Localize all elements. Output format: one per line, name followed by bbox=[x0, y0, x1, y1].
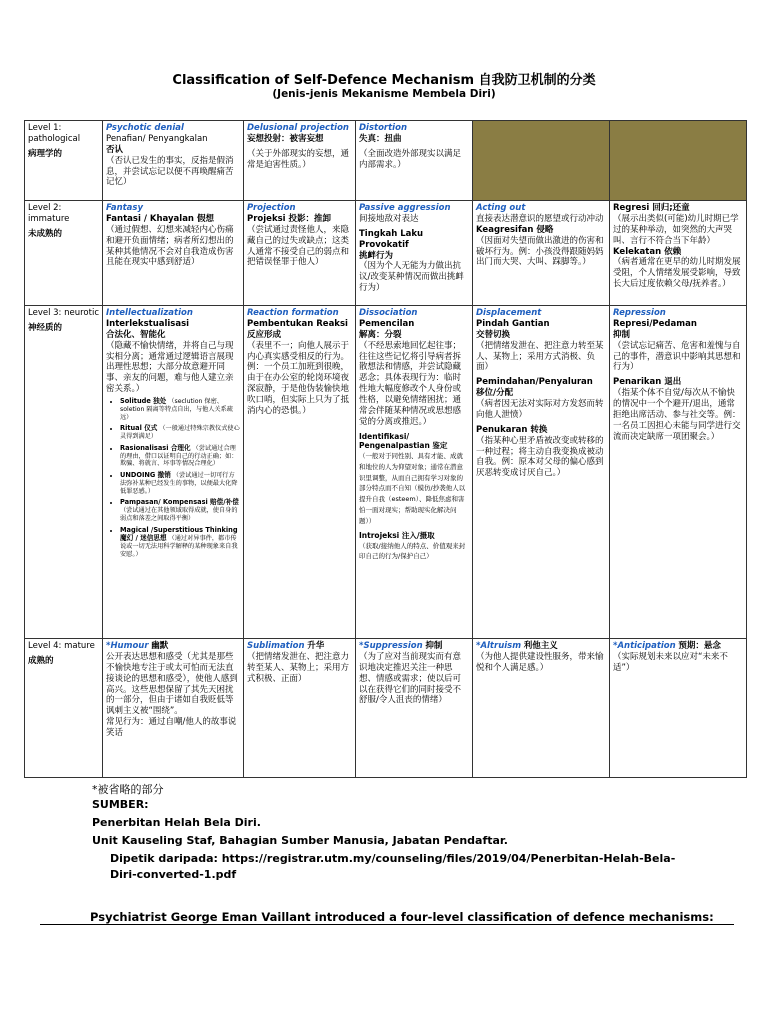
mechanism-desc: （为了应对当前现实而有意识地决定推迟关注一种思想、情感或需求；使以后可以在获得它们的同时接受不舒服/令人沮丧的情绪） bbox=[359, 651, 462, 706]
mechanism-cn: 挑衅行为 bbox=[359, 250, 394, 261]
level-cell bbox=[25, 121, 103, 201]
mechanism-sub: Pemencilan bbox=[359, 318, 415, 329]
mechanism-desc: （一般对于同性别、具有才能、成就和地位的人为仰望对象；通常在潜意识里调整，从而自己拥有学习对象的部分特点而不自知（模仿/抄袭他人以提升自我（esteem）、降低焦虑和害怕一面对现实；帮助现实化解决问题）） bbox=[359, 451, 466, 526]
mechanism-desc: （全面改造外部现实以满足内部需求。） bbox=[359, 148, 462, 170]
mechanism-cn: 解离：分裂 bbox=[359, 329, 402, 340]
cell-displacement bbox=[473, 306, 610, 639]
level-cn: 病理学的 bbox=[28, 148, 63, 159]
sub-mechanism-list bbox=[106, 397, 240, 559]
mechanism-sub: Pemindahan/Penyaluran bbox=[476, 377, 593, 388]
mechanism-desc: （指某个体不自觉/每次从不愉快的情况中一个个避开/退出，通常拒绝出席活动、参与社交等。例：一名员工因担心未能与同学进行交流而决定缺席一项团聚会。） bbox=[613, 388, 741, 442]
mechanism-desc: （否认已发生的事实，反指是假消息，并尝试忘记以便不再唤醒痛苦记忆） bbox=[106, 155, 234, 188]
mechanism-heading: Reaction formation bbox=[247, 308, 339, 318]
cell-psychotic-denial bbox=[103, 121, 244, 201]
mechanism-desc: （不经思索地回忆起往事；往往这些记忆将引导病者拆散想法和情感，并尝试隐藏恶念；具体表现行为：临时性地大幅度修改个人身份或性格，以避免情绪困扰；通常会伴随某种情况或思想感觉的分离或推迟。） bbox=[359, 340, 462, 427]
mechanism-heading: Psychotic denial bbox=[106, 123, 184, 133]
mechanism-sub: Regresi 回归;还童 bbox=[613, 203, 690, 213]
mechanism-heading: Repression bbox=[613, 308, 666, 318]
table-row-level-2 bbox=[25, 201, 747, 306]
table-row-level-3 bbox=[25, 306, 747, 639]
table-row-level-4 bbox=[25, 639, 747, 778]
divider bbox=[40, 924, 734, 925]
mechanism-sub: Pindah Gantian bbox=[476, 318, 550, 329]
mechanism-heading: Passive aggression bbox=[359, 203, 451, 213]
cell-intellectualization bbox=[103, 306, 244, 639]
list-item: • Rasionalisasi 合理化 （尝试通过合理的理由，借口以证明自己的行动正确；如：欺骗、将就言、坏事等情况合理化） bbox=[120, 444, 240, 468]
mechanism-sub: Represi/Pedaman bbox=[613, 318, 697, 329]
mechanism-sub: Identifikasi/ Pengenalpastian 鉴定 bbox=[359, 431, 448, 451]
mechanism-cn: 抑制 bbox=[613, 329, 631, 340]
level-label: Level 2: immature bbox=[28, 203, 70, 224]
cell-delusional-projection bbox=[244, 121, 356, 201]
page-title: Classification of Self-Defence Mechanism 自我防卫机制的分类 bbox=[172, 73, 596, 88]
mechanism-desc: （展示出类似(可能)幼儿时期已学过的某种举动，如突然的大声哭叫、言行不符合当下年龄） bbox=[613, 213, 739, 246]
mechanism-heading: Displacement bbox=[476, 308, 542, 318]
mechanism-sub: Tingkah Laku Provokatif bbox=[359, 228, 424, 250]
mechanism-desc: （把情绪发泄在、把注意力转至某人、某物上；采用方式积极、正面） bbox=[247, 651, 350, 684]
cell-fantasy bbox=[103, 201, 244, 306]
mechanism-sub: Fantasi / Khayalan 假想 bbox=[106, 213, 214, 224]
mechanism-heading: Fantasy bbox=[106, 203, 144, 213]
mechanism-desc: （实际规划未来以应对“未来不适”） bbox=[613, 651, 728, 673]
mechanism-heading: *Humour bbox=[106, 641, 149, 651]
level-cell bbox=[25, 639, 103, 778]
mechanism-desc: （尝试忘记痛苦、危害和羞愧与自己的事件，潜意识中影响其思想和行为） bbox=[613, 340, 741, 373]
mechanism-desc: （因面对失望而做出激进的伤害和破坏行为。例：小孩没得跟随妈妈出门而大哭、大叫、踩脚等。） bbox=[476, 235, 604, 268]
mechanism-heading: Projection bbox=[247, 203, 296, 213]
list-item: • Ritual 仪式 （一般通过特殊宗教仪式使心灵得到满足） bbox=[120, 424, 240, 441]
mechanism-cn: 合法化、智能化 bbox=[106, 329, 166, 340]
mechanism-heading: *Altruism bbox=[476, 641, 522, 651]
mechanism-desc: 常见行为：通过自嘲/他人的故事说笑话 bbox=[106, 717, 237, 738]
mechanism-desc: （指某种心里矛盾被改变或转移的一种过程；将主动自我变换成被动自我。例：原本对父母的偏心感到厌恶转变成讨厌自己。） bbox=[476, 435, 604, 479]
mechanism-desc: （表里不一；向他人展示于内心真实感受相反的行为。例：一个员工加班到很晚，由于在办公室的轮岗环境夜深寂静，于是他伪装愉快地吹口哨，但实际上只为了抵消内心的恐惧。） bbox=[247, 340, 350, 416]
list-item: • UNDOING 撤销 （尝试通过一切可行方法弥补某种已经发生的事物，以便最大化降低罪恶感。） bbox=[120, 471, 240, 495]
list-item: • Magical /Superstitious Thinking 魔幻 / 迷信思想 （通过对异事件，都市传说或一切无法用科学解释的某种现象来自我安慰。） bbox=[120, 526, 240, 559]
table-row-level-1 bbox=[25, 121, 747, 201]
cell-sublimation bbox=[244, 639, 356, 778]
mechanism-desc: （关于外部现实的妄想，通常是迫害性质。） bbox=[247, 148, 350, 170]
mechanism-cn: 反应形成 bbox=[247, 329, 282, 340]
mechanism-heading: *Anticipation bbox=[613, 641, 676, 651]
level-cn: 未成熟的 bbox=[28, 228, 63, 239]
mechanism-sub: 失真：扭曲 bbox=[359, 133, 402, 144]
mechanism-desc: （把情绪发泄在、把注意力转至某人、某物上；采用方式消极、负面） bbox=[476, 340, 604, 373]
level-label: Level 1: pathological bbox=[28, 123, 81, 144]
cell-acting-out bbox=[473, 201, 610, 306]
mechanism-cn: 幽默 bbox=[151, 641, 169, 651]
mechanism-sub: 妄想投射：被害妄想 bbox=[247, 133, 324, 144]
mechanism-heading: Distortion bbox=[359, 123, 407, 133]
mechanism-desc: （隐藏不愉快情绪，并将自己与现实相分离；通常通过逻辑语言展现出理性思想；大部分故意避开同事、亲友的问题，难与他人建立亲密关系。） bbox=[106, 340, 234, 395]
source-label: SUMBER: bbox=[92, 798, 149, 811]
mechanism-desc: （为他人提供建设性服务，带来愉悦和个人满足感。） bbox=[476, 651, 604, 673]
mechanism-sub: Penafian/ Penyangkalan bbox=[106, 133, 208, 144]
cell-reaction-formation bbox=[244, 306, 356, 639]
mechanism-heading: Sublimation bbox=[247, 641, 305, 651]
mechanism-heading: *Suppression bbox=[359, 641, 423, 651]
vaillant-note: Psychiatrist George Eman Vaillant introduced a four-level classification of defence mechanisms: bbox=[90, 910, 714, 924]
cell-projection bbox=[244, 201, 356, 306]
source-line: Penerbitan Helah Bela Diri. bbox=[92, 816, 261, 829]
mechanism-sub: Projeksi 投影：推卸 bbox=[247, 213, 332, 224]
mechanism-heading: Acting out bbox=[476, 203, 526, 213]
mechanism-cn: 否认 bbox=[106, 144, 124, 155]
level-label: Level 3: neurotic bbox=[28, 308, 99, 318]
mechanism-line: 间接地敌对表达 bbox=[359, 213, 419, 224]
mechanism-sub: Kelekatan 依赖 bbox=[613, 246, 682, 257]
mechanism-sub: Introjeksi 注入/摄取 bbox=[359, 530, 435, 540]
classification-table bbox=[24, 120, 747, 778]
mechanism-desc: （通过假想、幻想来减轻内心伤痛和避开负面情绪；病者所幻想出的某种其他情况不会对自我造成伤害且能在现实中感到舒适） bbox=[106, 224, 234, 268]
mechanism-sub: Pembentukan Reaksi bbox=[247, 318, 348, 329]
cell-repression bbox=[610, 306, 747, 639]
mechanism-cn: 交替切换 bbox=[476, 329, 511, 340]
omitted-note: *被省略的部分 bbox=[92, 783, 164, 796]
page-subtitle: (Jenis-jenis Mekanisme Membela Diri) bbox=[272, 88, 496, 100]
mechanism-cn: 利他主义 bbox=[523, 641, 558, 651]
cell-humour bbox=[103, 639, 244, 778]
mechanism-sub: Penarikan 退出 bbox=[613, 377, 682, 388]
mechanism-heading: Dissociation bbox=[359, 308, 418, 318]
mechanism-desc: （病者因无法对实际对方发怒而转向他人泄愤） bbox=[476, 399, 604, 420]
mechanism-desc: 公开表达思想和感受（尤其是那些不愉快地专注于或太可怕而无法直接谈论的思想和感受），使他人感到高兴。这些思想保留了其先天困扰的一部分，但由于诸如自我贬低等讽刺主义被“围绕”。 bbox=[106, 651, 238, 717]
mechanism-line: 直接表达潜意识的愿望或行动冲动 bbox=[476, 213, 604, 224]
mechanism-desc: （病者通常在更早的幼儿时期发展受阻，个人情绪发展受影响，导致长大后过度依赖父母/抚养者。） bbox=[613, 257, 741, 290]
cell-regression bbox=[610, 201, 747, 306]
cell-altruism bbox=[473, 639, 610, 778]
list-item: • Solitude 独处 （seclution 保密、soletion 隔离等特点自出，与他人关系疏远） bbox=[120, 397, 240, 421]
mechanism-sub: Interlekstualisasi bbox=[106, 318, 190, 329]
mechanism-desc: （获取/接纳他人的特点、价值观来封印自己的行为/保护自己） bbox=[359, 541, 466, 561]
cell-suppression bbox=[356, 639, 473, 778]
source-line: Dipetik daripada: https://registrar.utm.my/counseling/files/2019/04/Penerbitan-Helah-Bela- bbox=[110, 852, 676, 865]
empty-olive-cell bbox=[610, 121, 747, 201]
mechanism-cn: 预期：悬念 bbox=[678, 641, 721, 651]
mechanism-sub: Keagresifan 侵略 bbox=[476, 224, 554, 235]
mechanism-cn: 抑制 bbox=[425, 641, 443, 651]
source-line: Diri-converted-1.pdf bbox=[110, 868, 237, 881]
cell-anticipation bbox=[610, 639, 747, 778]
cell-dissociation bbox=[356, 306, 473, 639]
list-item: • Pampasan/ Kompensasi 赔偿/补偿 （尝试通过在其他领域取得成就，使自身的弱点和落差之间取得平衡） bbox=[120, 498, 240, 522]
mechanism-cn: 移位/分配 bbox=[476, 388, 514, 399]
mechanism-desc: （因为个人无能为力做出抗议/改变某种情况而做出挑衅行为） bbox=[359, 261, 464, 294]
mechanism-heading: Delusional projection bbox=[247, 123, 349, 133]
cell-passive-aggression bbox=[356, 201, 473, 306]
cell-distortion bbox=[356, 121, 473, 201]
level-cn: 神经质的 bbox=[28, 322, 63, 333]
mechanism-heading: Intellectualization bbox=[106, 308, 193, 318]
mechanism-sub: Penukaran 转换 bbox=[476, 424, 548, 435]
level-cell bbox=[25, 306, 103, 639]
level-cell bbox=[25, 201, 103, 306]
level-cn: 成熟的 bbox=[28, 655, 54, 666]
empty-olive-cell bbox=[473, 121, 610, 201]
mechanism-desc: （尝试通过责怪他人，来隐藏自己的过失或缺点；这类人通常不接受自己的弱点和把错误怪罪于他人） bbox=[247, 224, 350, 268]
mechanism-cn: 升华 bbox=[307, 641, 325, 651]
source-line: Unit Kauseling Staf, Bahagian Sumber Manusia, Jabatan Pendaftar. bbox=[92, 834, 508, 847]
level-label: Level 4: mature bbox=[28, 641, 95, 651]
